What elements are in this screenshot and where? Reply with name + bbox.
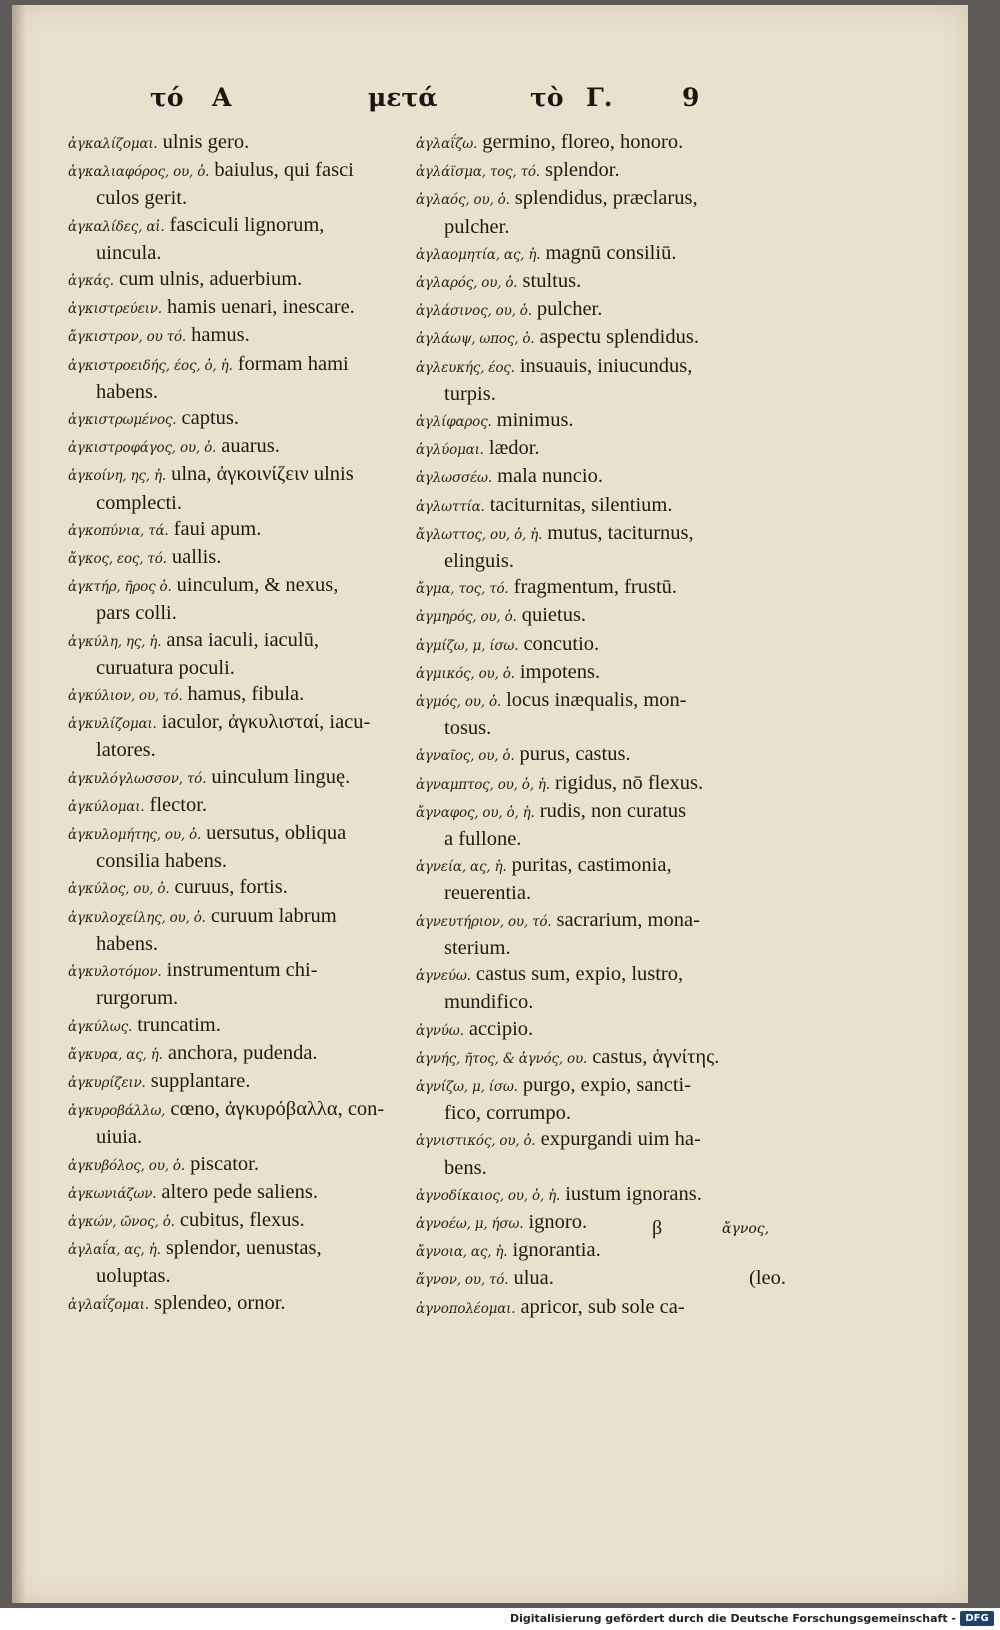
greek-headword: ἀγκοπύνια, τά. xyxy=(68,522,169,539)
greek-headword: ἄγκιστρον, ου τό. xyxy=(68,329,186,346)
greek-headword: ἀγκυρίζειν. xyxy=(68,1074,146,1091)
dictionary-line xyxy=(416,548,786,574)
latin-definition: captus. xyxy=(181,407,239,430)
dictionary-line xyxy=(68,1290,463,1318)
greek-headword: ἀγμηρός, ου, ὁ. xyxy=(416,609,517,626)
dictionary-line xyxy=(68,985,463,1011)
greek-headword: ἀγλαΐζω. xyxy=(416,136,478,152)
latin-definition: flector. xyxy=(149,793,208,816)
greek-headword: ἀγκυλοχείλης, ου, ὁ. xyxy=(68,909,206,926)
greek-headword: ἄγλωττος, ου, ὁ, ἡ. xyxy=(416,526,543,543)
greek-headword: ἀγλαΐα, ας, ἡ. xyxy=(68,1242,161,1259)
running-head-right-letter: Γ. xyxy=(586,83,613,112)
latin-definition: castus sum, expio, lustro, xyxy=(475,963,684,986)
latin-definition: anchora, pudenda. xyxy=(167,1041,318,1064)
dictionary-line xyxy=(68,322,463,350)
greek-headword: ἀγκαλίζομαι. xyxy=(68,136,158,152)
dictionary-line xyxy=(68,516,463,544)
dictionary-line xyxy=(416,520,786,548)
dictionary-line xyxy=(416,961,786,989)
latin-definition: purus, castus. xyxy=(519,743,631,766)
definition-continued: consilia habens. xyxy=(96,850,227,873)
definition-continued: mundifico. xyxy=(444,991,534,1014)
dictionary-line xyxy=(416,798,786,826)
latin-definition: pulcher. xyxy=(536,298,603,321)
greek-headword: ἀγνοδίκαιος, ου, ὁ, ἡ. xyxy=(416,1187,561,1204)
latin-definition: ulna, ἀγκοινίζειν ulnis xyxy=(171,463,354,486)
latin-definition: fasciculi lignorum, xyxy=(169,213,325,236)
latin-definition: mala nuncio. xyxy=(497,465,603,488)
latin-definition: rigidus, nō flexus. xyxy=(555,771,704,794)
dictionary-line xyxy=(416,852,786,880)
dictionary-line xyxy=(416,715,786,741)
dictionary-line xyxy=(416,631,786,659)
dictionary-line xyxy=(68,405,463,433)
dictionary-line xyxy=(68,1151,463,1179)
latin-definition: puritas, castimonia, xyxy=(511,854,672,877)
definition-continued: pulcher. xyxy=(444,215,510,238)
dictionary-line xyxy=(68,709,463,737)
latin-definition: purgo, expio, sancti- xyxy=(522,1073,692,1096)
greek-headword: ἀγκύλομαι. xyxy=(68,798,145,815)
digitization-footer xyxy=(0,1608,1000,1630)
greek-headword: ἀγκιστροφάγος, ου, ὁ. xyxy=(68,440,217,457)
dictionary-line xyxy=(416,687,786,715)
dictionary-line xyxy=(68,1235,463,1263)
latin-definition: aspectu splendidus. xyxy=(539,326,699,349)
greek-headword: ἁγνιστικός, ου, ὁ. xyxy=(416,1133,536,1150)
latin-definition: curuus, fortis. xyxy=(174,876,288,899)
latin-definition: hamis uenari, inescare. xyxy=(166,296,355,319)
dictionary-line xyxy=(416,826,786,852)
latin-definition: splendeo, ornor. xyxy=(154,1291,286,1314)
definition-continued: fico, corrumpo. xyxy=(444,1102,571,1125)
greek-headword: ἀγμίζω, μ, ίσω. xyxy=(416,637,519,654)
dictionary-line xyxy=(68,240,463,266)
dictionary-line xyxy=(68,1040,463,1068)
dictionary-line xyxy=(68,1263,463,1289)
greek-headword: ἀγνοπολέομαι. xyxy=(416,1300,516,1317)
definition-continued: pars colli. xyxy=(96,602,177,625)
dictionary-line xyxy=(416,492,786,520)
dictionary-line xyxy=(416,214,786,240)
dictionary-line xyxy=(68,957,463,985)
dictionary-line xyxy=(416,407,786,435)
dictionary-line xyxy=(68,848,463,874)
latin-definition: uersutus, obliqua xyxy=(206,822,347,845)
greek-headword: ἀγκωνιάζων. xyxy=(68,1185,157,1202)
greek-headword: ἁγνίζω, μ, ίσω. xyxy=(416,1078,518,1095)
dictionary-line xyxy=(416,157,786,185)
dictionary-line xyxy=(68,627,463,655)
greek-headword: ἀγνύω. xyxy=(416,1022,464,1039)
dictionary-line xyxy=(68,572,463,600)
dictionary-line xyxy=(416,129,786,157)
greek-headword: ἀγκιστρεύειν. xyxy=(68,301,162,318)
greek-headword: ἀγκιστροειδής, έος, ὁ, ἡ. xyxy=(68,357,233,374)
dictionary-line xyxy=(416,659,786,687)
greek-headword: ἄγναφος, ου, ὁ, ἡ. xyxy=(416,804,535,821)
dictionary-line xyxy=(68,1124,463,1150)
greek-headword: ἀγκύλως. xyxy=(68,1018,133,1035)
definition-continued: complecti. xyxy=(96,491,182,514)
dictionary-line xyxy=(416,324,786,352)
greek-headword: ἀγκών, ῶνος, ὁ. xyxy=(68,1213,175,1230)
greek-headword: ἁγνής, ῆτος, & ἁγνός, ου. xyxy=(416,1050,588,1067)
greek-headword: ἀγλαομητία, ας, ἡ. xyxy=(416,246,541,263)
greek-headword: ἁγνεία, ας, ἡ. xyxy=(416,859,507,876)
dictionary-line xyxy=(416,602,786,630)
dictionary-line xyxy=(416,907,786,935)
dictionary-line xyxy=(416,770,786,798)
dictionary-line xyxy=(416,240,786,268)
greek-headword: ἀγκύλιον, ου, τό. xyxy=(68,688,183,705)
dictionary-line xyxy=(68,433,463,461)
greek-headword: ἀγνοέω, μ, ήσω. xyxy=(416,1215,524,1232)
dictionary-line xyxy=(416,435,786,463)
running-head-center: μετά xyxy=(368,83,438,112)
latin-definition: castus, ἁγνίτης. xyxy=(592,1045,720,1068)
definition-continued: latores. xyxy=(96,739,156,762)
greek-headword: ἀγκύλος, ου, ὁ. xyxy=(68,881,170,898)
latin-definition: curuum labrum xyxy=(210,904,337,927)
footer-credit[interactable]: Digitalisierung gefördert durch die Deutsche Forschungsgemeinschaft - xyxy=(509,1612,956,1625)
page-number: 9 xyxy=(682,83,700,112)
latin-definition: piscator. xyxy=(190,1152,259,1175)
left-column xyxy=(68,129,463,1318)
definition-continued: curuatura poculi. xyxy=(96,656,235,679)
definition-continued: uoluptas. xyxy=(96,1265,171,1288)
latin-definition: iustum ignorans. xyxy=(565,1182,702,1205)
latin-definition: minimus. xyxy=(496,409,574,432)
latin-definition: accipio. xyxy=(468,1017,534,1040)
greek-headword: ἁγνεύω. xyxy=(416,968,471,985)
dictionary-line xyxy=(68,820,463,848)
dictionary-line xyxy=(416,1181,786,1209)
greek-headword: ἀγκιστρωμένος. xyxy=(68,412,177,429)
greek-headword: ἀγλάσινος, ου, ὁ. xyxy=(416,303,532,320)
latin-definition: splendor, uenustas, xyxy=(165,1237,322,1260)
definition-continued: uincula. xyxy=(96,241,162,264)
greek-headword: ἀγλαΐζομαι. xyxy=(68,1296,149,1313)
greek-headword: ἀγκυλόγλωσσον, τό. xyxy=(68,770,207,787)
latin-definition: insuauis, iniucundus, xyxy=(519,354,693,377)
greek-headword: ἀγκυλίζομαι. xyxy=(68,716,157,733)
dictionary-line xyxy=(416,1016,786,1044)
latin-definition: ulnis gero. xyxy=(162,131,250,153)
book-page xyxy=(12,5,968,1603)
latin-definition: ansa iaculi, iaculū, xyxy=(166,628,319,651)
latin-definition: uinculum linguę. xyxy=(211,765,351,788)
dictionary-line xyxy=(68,600,463,626)
latin-definition: auarus. xyxy=(221,435,280,458)
dictionary-line xyxy=(68,185,463,211)
greek-headword: ἀγναμπτος, ου, ὁ, ἡ. xyxy=(416,776,550,793)
dictionary-line xyxy=(416,296,786,324)
latin-definition: iaculor, ἀγκυλισταί, iacu- xyxy=(161,711,371,734)
definition-continued: bens. xyxy=(444,1156,487,1179)
greek-headword: ἁγνευτήριον, ου, τό. xyxy=(416,913,552,930)
latin-definition: rudis, non curatus xyxy=(539,799,687,822)
latin-definition: sacrarium, mona- xyxy=(556,908,700,931)
latin-definition: baiulus, qui fasci xyxy=(214,159,354,182)
dictionary-line xyxy=(416,574,786,602)
definition-continued: reuerentia. xyxy=(444,882,532,905)
greek-headword: ἀγλύομαι. xyxy=(416,442,484,459)
latin-definition: ignorantia. xyxy=(512,1239,601,1262)
latin-definition: instrumentum chi- xyxy=(166,959,318,982)
latin-definition: splendidus, præclarus, xyxy=(514,187,698,210)
greek-headword: ἀγκαλίδες, αἱ. xyxy=(68,218,165,235)
latin-definition: cœno, ἀγκυρόβαλλα, con- xyxy=(170,1098,385,1121)
dictionary-line xyxy=(68,461,463,489)
latin-definition: hamus, fibula. xyxy=(187,683,305,706)
dictionary-line xyxy=(68,379,463,405)
dictionary-line xyxy=(68,212,463,240)
dictionary-line xyxy=(416,1265,786,1293)
greek-headword: ἀγκαλιαφόρος, ου, ὁ. xyxy=(68,164,210,181)
greek-headword: ἀγκυβόλος, ου, ὁ. xyxy=(68,1157,185,1174)
greek-headword: ἀγλωττία. xyxy=(416,498,485,515)
latin-definition: stultus. xyxy=(522,270,582,293)
dictionary-line xyxy=(68,764,463,792)
latin-definition: faui apum. xyxy=(173,517,262,540)
dictionary-line xyxy=(68,1012,463,1040)
dictionary-line xyxy=(68,1207,463,1235)
latin-definition: quietus. xyxy=(521,604,587,627)
dictionary-line xyxy=(416,741,786,769)
dictionary-line xyxy=(68,157,463,185)
dictionary-line xyxy=(68,1179,463,1207)
dictionary-line xyxy=(416,989,786,1015)
latin-definition: cubitus, flexus. xyxy=(179,1208,305,1231)
latin-definition: supplantare. xyxy=(150,1069,251,1092)
definition-continued: sterium. xyxy=(444,936,511,959)
dictionary-line xyxy=(416,185,786,213)
latin-definition: fragmentum, frustū. xyxy=(513,576,678,599)
latin-definition: hamus. xyxy=(191,324,250,347)
dictionary-line xyxy=(68,1068,463,1096)
definition-continued: habens. xyxy=(96,380,159,403)
dictionary-line xyxy=(68,737,463,763)
dictionary-line xyxy=(416,1100,786,1126)
definition-continued: culos gerit. xyxy=(96,187,188,210)
greek-headword: ἄγνον, ου, τό. xyxy=(416,1272,509,1289)
dictionary-line xyxy=(416,1237,786,1265)
dictionary-line xyxy=(68,874,463,902)
definition-continued: a fullone. xyxy=(444,828,522,851)
dictionary-line xyxy=(416,935,786,961)
dictionary-line xyxy=(68,294,463,322)
dictionary-line xyxy=(68,903,463,931)
latin-definition: cum ulnis, aduerbium. xyxy=(118,268,303,291)
latin-definition: uallis. xyxy=(171,546,222,569)
greek-headword: ἀγμός, ου, ὁ. xyxy=(416,694,501,711)
latin-definition: impotens. xyxy=(519,660,601,683)
latin-definition: locus inæqualis, mon- xyxy=(506,689,687,712)
dfg-logo[interactable]: DFG xyxy=(960,1611,994,1626)
dictionary-line xyxy=(68,351,463,379)
dictionary-line xyxy=(68,129,463,157)
definition-continued: uiuia. xyxy=(96,1126,143,1149)
running-head-right: τὸ xyxy=(530,83,564,112)
latin-definition: truncatim. xyxy=(137,1013,221,1036)
greek-headword: ἀγκύλη, ης, ἡ. xyxy=(68,633,162,650)
latin-definition: formam hami xyxy=(237,352,349,375)
latin-definition: concutio. xyxy=(523,632,600,655)
dictionary-line xyxy=(416,1155,786,1181)
greek-headword: ἀγκτήρ, ῆρος ὁ. xyxy=(68,579,172,596)
line-tail: (leo. xyxy=(749,1267,786,1290)
greek-headword: ἀγλωσσέω. xyxy=(416,470,492,487)
greek-headword: ἀγμικός, ου, ὁ. xyxy=(416,665,515,682)
latin-definition: lædor. xyxy=(488,437,540,460)
dictionary-line xyxy=(416,381,786,407)
definition-continued: turpis. xyxy=(444,382,496,405)
latin-definition: magnū consiliū. xyxy=(545,241,677,264)
dictionary-line xyxy=(68,792,463,820)
latin-definition: splendor. xyxy=(545,159,620,182)
greek-headword: ἀγκυλομήτης, ου, ὁ. xyxy=(68,827,202,844)
greek-headword: ἄγκος, εος, τό. xyxy=(68,551,167,568)
definition-continued: habens. xyxy=(96,932,159,955)
greek-headword: ἀγκυροβάλλω, xyxy=(68,1103,166,1120)
dictionary-line xyxy=(68,1096,463,1124)
dictionary-line xyxy=(68,655,463,681)
greek-headword: ἁγναῖος, ου, ὁ. xyxy=(416,748,515,765)
latin-definition: germino, floreo, honoro. xyxy=(482,131,684,153)
running-head-left: τό xyxy=(150,83,184,112)
catchword: ἄγνος, xyxy=(722,1221,770,1237)
greek-headword: ἀγλάωψ, ωπος, ὁ. xyxy=(416,331,535,348)
greek-headword: ἀγλίφαρος. xyxy=(416,414,492,431)
latin-definition: ulua. xyxy=(513,1267,554,1290)
greek-headword: ἀγλαός, ου, ὁ. xyxy=(416,192,510,209)
greek-headword: ἀγκυλοτόμον. xyxy=(68,964,162,981)
dictionary-line xyxy=(416,268,786,296)
signature-mark: β xyxy=(652,1217,663,1239)
definition-continued: rurgorum. xyxy=(96,987,179,1010)
greek-headword: ἄγνοια, ας, ἡ. xyxy=(416,1244,508,1261)
running-head-letter: A xyxy=(212,83,232,112)
greek-headword: ἄγμα, τος, τό. xyxy=(416,581,509,598)
latin-definition: altero pede saliens. xyxy=(161,1180,318,1203)
latin-definition: expurgandi uim ha- xyxy=(540,1128,701,1151)
dictionary-line xyxy=(416,1044,786,1072)
latin-definition: ignoro. xyxy=(528,1210,588,1233)
dictionary-line xyxy=(416,353,786,381)
dictionary-line xyxy=(68,931,463,957)
dictionary-line xyxy=(416,880,786,906)
greek-headword: ἀγκάς. xyxy=(68,273,114,290)
greek-headword: ἀγλευκής, έος. xyxy=(416,359,515,376)
dictionary-line xyxy=(68,681,463,709)
greek-headword: ἄγκυρα, ας, ἡ. xyxy=(68,1046,163,1063)
latin-definition: apricor, sub sole ca- xyxy=(520,1295,685,1318)
greek-headword: ἀγκοίνη, ης, ἡ. xyxy=(68,468,166,485)
dictionary-line xyxy=(68,544,463,572)
latin-definition: taciturnitas, silentium. xyxy=(489,493,673,516)
dictionary-line xyxy=(68,490,463,516)
latin-definition: uinculum, & nexus, xyxy=(176,574,339,597)
definition-continued: tosus. xyxy=(444,717,492,740)
greek-headword: ἀγλαρός, ου, ὁ. xyxy=(416,275,518,292)
dictionary-line xyxy=(416,1294,786,1322)
dictionary-line xyxy=(416,463,786,491)
definition-continued: elinguis. xyxy=(444,550,515,573)
dictionary-line xyxy=(416,1126,786,1154)
greek-headword: ἀγλάϊσμα, τος, τό. xyxy=(416,164,540,181)
dictionary-line xyxy=(68,266,463,294)
latin-definition: mutus, taciturnus, xyxy=(547,521,694,544)
right-column xyxy=(416,129,786,1322)
dictionary-line xyxy=(416,1072,786,1100)
